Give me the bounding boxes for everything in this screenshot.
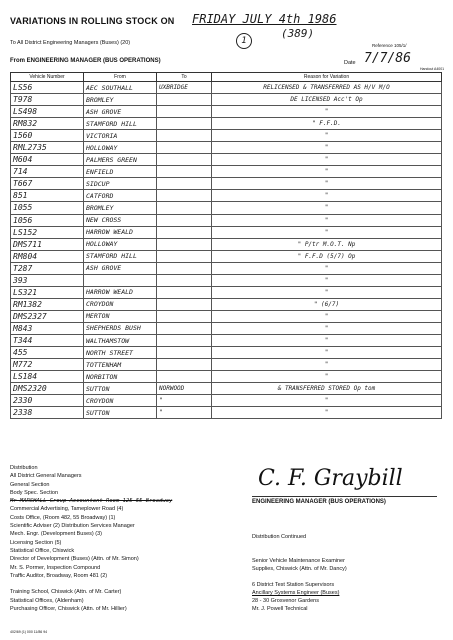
vehicle-number-cell: LS321 (11, 286, 84, 298)
reason-cell: DE LICENSED Acc't Op (212, 94, 442, 106)
table-row (11, 142, 442, 154)
to-garage-cell (157, 322, 212, 334)
distribution-continued-heading: Distribution Continued (252, 534, 307, 540)
vehicle-number-cell: M604 (11, 154, 84, 166)
vehicle-number-cell: DMS2320 (11, 383, 84, 395)
reference-number: Reference 105/1/ (372, 43, 407, 48)
bulletin-number: (389) (281, 27, 315, 40)
to-garage-cell (157, 286, 212, 298)
distribution-item: Training School, Chiswick (Attn. of Mr. Carter) (10, 589, 122, 596)
vehicle-number-cell: LS498 (11, 106, 84, 118)
distribution-item: Senior Vehicle Maintenance Examiner (252, 558, 345, 564)
to-garage-cell (157, 298, 212, 310)
distribution-item: All District General Managers (10, 473, 82, 480)
table-row (11, 359, 442, 371)
from-garage-cell: NEW CROSS (84, 214, 157, 226)
table-row (11, 286, 442, 298)
from-garage-cell: AEC SOUTHALL (84, 82, 157, 94)
table-row (11, 82, 442, 94)
from-garage-cell: CROYDON (84, 298, 157, 310)
reason-cell: " (212, 371, 442, 383)
table-row (11, 322, 442, 334)
reason-cell: " (212, 322, 442, 334)
reason-cell: " (212, 226, 442, 238)
table-row (11, 214, 442, 226)
from-garage-cell: ASH GROVE (84, 262, 157, 274)
vehicle-number-cell: LS184 (11, 371, 84, 383)
reason-cell: " (212, 407, 442, 419)
distribution-item: Body Spec. Section (10, 489, 59, 496)
reason-cell: " (212, 202, 442, 214)
distribution-item: Supplies, Chiswick (Attn. of Mr. Dancy) (252, 566, 347, 572)
vehicle-number-cell: RM832 (11, 118, 84, 130)
reason-cell: " (212, 347, 442, 359)
vehicle-number-cell: T344 (11, 334, 84, 346)
circled-number: 1 (236, 33, 252, 49)
distribution-item: 28 - 30 Grosvenor Gardens (252, 598, 319, 604)
vehicle-number-cell: RML2735 (11, 142, 84, 154)
handwritten-date: FRIDAY JULY 4th 1986 (192, 12, 337, 26)
table-row (11, 94, 442, 106)
table-row (11, 190, 442, 202)
to-line: To All District Engineering Managers (Buses) (20) (10, 40, 131, 46)
to-garage-cell: NORWOOD (157, 383, 212, 395)
to-garage-cell: " (157, 407, 212, 419)
reason-cell: " (212, 286, 442, 298)
distribution-item: 6 District Test Station Supervisors (252, 582, 335, 588)
from-garage-cell: SIDCUP (84, 178, 157, 190)
table-row (11, 154, 442, 166)
table-row (11, 407, 442, 419)
document-title: VARIATIONS IN ROLLING STOCK ON (10, 16, 175, 26)
to-garage-cell (157, 142, 212, 154)
distribution-item: Mr. J. Powell Technical (252, 606, 308, 612)
to-garage-cell (157, 334, 212, 346)
reason-cell: " (212, 130, 442, 142)
distribution-item (252, 573, 442, 581)
column-header-vehicle: Vehicle Number (11, 73, 84, 82)
from-garage-cell: SUTTON (84, 407, 157, 419)
reason-cell: " F.F.D (5/7) Op (212, 250, 442, 262)
from-garage-cell: WALTHAMSTOW (84, 334, 157, 346)
reason-cell: " (6/7) (212, 298, 442, 310)
reason-cell: & TRANSFERRED STORED Op tom (212, 383, 442, 395)
distribution-item: Costs Office, (Room 482, 55 Broadway) (1) (10, 514, 116, 521)
form-code: Handout A4001 (420, 67, 445, 71)
table-row (11, 250, 442, 262)
reason-cell: " (212, 154, 442, 166)
to-garage-cell (157, 250, 212, 262)
from-garage-cell: ENFIELD (84, 166, 157, 178)
to-garage-cell (157, 371, 212, 383)
from-garage-cell: HARROW WEALD (84, 286, 157, 298)
date-label: Date (344, 60, 356, 66)
vehicle-number-cell: 393 (11, 274, 84, 286)
from-garage-cell: VICTORIA (84, 130, 157, 142)
table-row (11, 262, 442, 274)
from-garage-cell: CROYDON (84, 395, 157, 407)
vehicle-number-cell: 455 (11, 347, 84, 359)
to-garage-cell (157, 214, 212, 226)
from-garage-cell: CATFORD (84, 190, 157, 202)
vehicle-number-cell: T978 (11, 94, 84, 106)
to-garage-cell (157, 310, 212, 322)
from-garage-cell: STAMFORD HILL (84, 250, 157, 262)
table-body (11, 82, 442, 419)
vehicle-number-cell: T667 (11, 178, 84, 190)
to-garage-cell: UXBRIDGE (157, 82, 212, 94)
reason-cell: " (212, 142, 442, 154)
vehicle-number-cell: 714 (11, 166, 84, 178)
vehicle-number-cell: RM804 (11, 250, 84, 262)
distribution-item: Director of Development (Buses) (Attn. of Mr. Simon) (10, 556, 139, 563)
signature: C. F. Graybill (258, 466, 403, 491)
from-garage-cell: BROMLEY (84, 94, 157, 106)
to-garage-cell (157, 94, 212, 106)
reason-cell: " F.F.D. (212, 118, 442, 130)
distribution-heading: Distribution (10, 465, 38, 471)
vehicle-number-cell: 851 (11, 190, 84, 202)
to-garage-cell (157, 202, 212, 214)
from-garage-cell: PALMERS GREEN (84, 154, 157, 166)
distribution-item: Statistical Offices, (Aldenham) (10, 597, 84, 604)
column-header-to: To (157, 73, 212, 82)
vehicle-number-cell: DMS2327 (11, 310, 84, 322)
from-value: ENGINEERING MANAGER (BUS OPERATIONS) (26, 58, 161, 64)
variations-table (10, 72, 442, 419)
from-garage-cell: SUTTON (84, 383, 157, 395)
distribution-item: Licensing Section (5) (10, 539, 62, 546)
from-garage-cell: HOLLOWAY (84, 142, 157, 154)
table-row (11, 371, 442, 383)
from-line (10, 58, 161, 64)
to-garage-cell (157, 238, 212, 250)
table-row (11, 383, 442, 395)
table-row (11, 395, 442, 407)
table-row (11, 118, 442, 130)
from-label: From (10, 58, 25, 64)
handwritten-addition: Mr MARSHALL Group Accountant Room 125 55 Broadway (10, 498, 173, 505)
table-row (11, 226, 442, 238)
from-garage-cell (84, 274, 157, 286)
signature-line (252, 496, 437, 497)
distribution-item (10, 580, 230, 588)
vehicle-number-cell: M843 (11, 322, 84, 334)
distribution-item: Mech. Engr. (Development Buses) (3) (10, 531, 103, 538)
from-garage-cell: MERTON (84, 310, 157, 322)
vehicle-number-cell: 1056 (11, 214, 84, 226)
table-row (11, 274, 442, 286)
distribution-item: Scientific Adviser (2) Distribution Services Manager (10, 523, 135, 530)
from-garage-cell: SHEPHERDS BUSH (84, 322, 157, 334)
to-garage-cell (157, 178, 212, 190)
reason-cell: RELICENSED & TRANSFERRED AS H/V M/O (212, 82, 442, 94)
table-row (11, 178, 442, 190)
vehicle-number-cell: 1560 (11, 130, 84, 142)
column-header-from: From (84, 73, 157, 82)
from-garage-cell: NORTH STREET (84, 347, 157, 359)
table-row (11, 166, 442, 178)
reason-cell: " P/tr M.O.T. Np (212, 238, 442, 250)
to-garage-cell (157, 154, 212, 166)
distribution-item: Commercial Advertising, Tameplower Road (4) (10, 506, 124, 513)
to-garage-cell (157, 262, 212, 274)
distribution-item: Statistical Office, Chiswick (10, 547, 75, 554)
to-garage-cell (157, 166, 212, 178)
table-row (11, 106, 442, 118)
to-garage-cell (157, 106, 212, 118)
table-row (11, 334, 442, 346)
to-garage-cell (157, 130, 212, 142)
reason-cell: " (212, 262, 442, 274)
footer-code: 402/69 (1) 000 11/86 94 (10, 630, 48, 634)
reason-cell: " (212, 178, 442, 190)
to-garage-cell: " (157, 395, 212, 407)
vehicle-number-cell: 1055 (11, 202, 84, 214)
date-value: 7/7/86 (364, 51, 411, 66)
to-garage-cell (157, 190, 212, 202)
reason-cell: " (212, 274, 442, 286)
table-row (11, 298, 442, 310)
to-garage-cell (157, 347, 212, 359)
vehicle-number-cell: LS152 (11, 226, 84, 238)
from-garage-cell: HOLLOWAY (84, 238, 157, 250)
reason-cell: " (212, 214, 442, 226)
from-garage-cell: TOTTENHAM (84, 359, 157, 371)
to-garage-cell (157, 274, 212, 286)
distribution-item: Mr. S. Pormer, Inspection Compound (10, 564, 101, 571)
distribution-continued (252, 533, 442, 613)
reason-cell: " (212, 310, 442, 322)
signatory-title: ENGINEERING MANAGER (BUS OPERATIONS) (252, 499, 386, 505)
from-garage-cell: ASH GROVE (84, 106, 157, 118)
reason-cell: " (212, 359, 442, 371)
reason-cell: " (212, 395, 442, 407)
distribution-item: Traffic Auditor, Broadway, Room 481 (2) (10, 572, 108, 579)
reason-cell: " (212, 106, 442, 118)
to-garage-cell (157, 118, 212, 130)
vehicle-number-cell: 2330 (11, 395, 84, 407)
vehicle-number-cell: T287 (11, 262, 84, 274)
distribution-item: Ancillary Systems Engineer (Buses) (252, 590, 340, 596)
vehicle-number-cell: M772 (11, 359, 84, 371)
to-garage-cell (157, 226, 212, 238)
to-garage-cell (157, 359, 212, 371)
from-garage-cell: STAMFORD HILL (84, 118, 157, 130)
column-header-reason: Reason for Variation (212, 73, 442, 82)
table-row (11, 130, 442, 142)
vehicle-number-cell: DMS711 (11, 238, 84, 250)
vehicle-number-cell: RM1382 (11, 298, 84, 310)
table-row (11, 347, 442, 359)
vehicle-number-cell: LS56 (11, 82, 84, 94)
table-header-row (11, 73, 442, 82)
reason-cell: " (212, 166, 442, 178)
reason-cell: " (212, 334, 442, 346)
table-row (11, 202, 442, 214)
vehicle-number-cell: 2338 (11, 407, 84, 419)
distribution-list (10, 464, 230, 613)
reason-cell: " (212, 190, 442, 202)
table-row (11, 310, 442, 322)
table-row (11, 238, 442, 250)
from-garage-cell: HARROW WEALD (84, 226, 157, 238)
distribution-item: General Section (10, 481, 50, 488)
from-garage-cell: NORBITON (84, 371, 157, 383)
distribution-item: Purchasing Officer, Chiswick (Attn. of Mr. Hillier) (10, 606, 127, 613)
from-garage-cell: BROMLEY (84, 202, 157, 214)
